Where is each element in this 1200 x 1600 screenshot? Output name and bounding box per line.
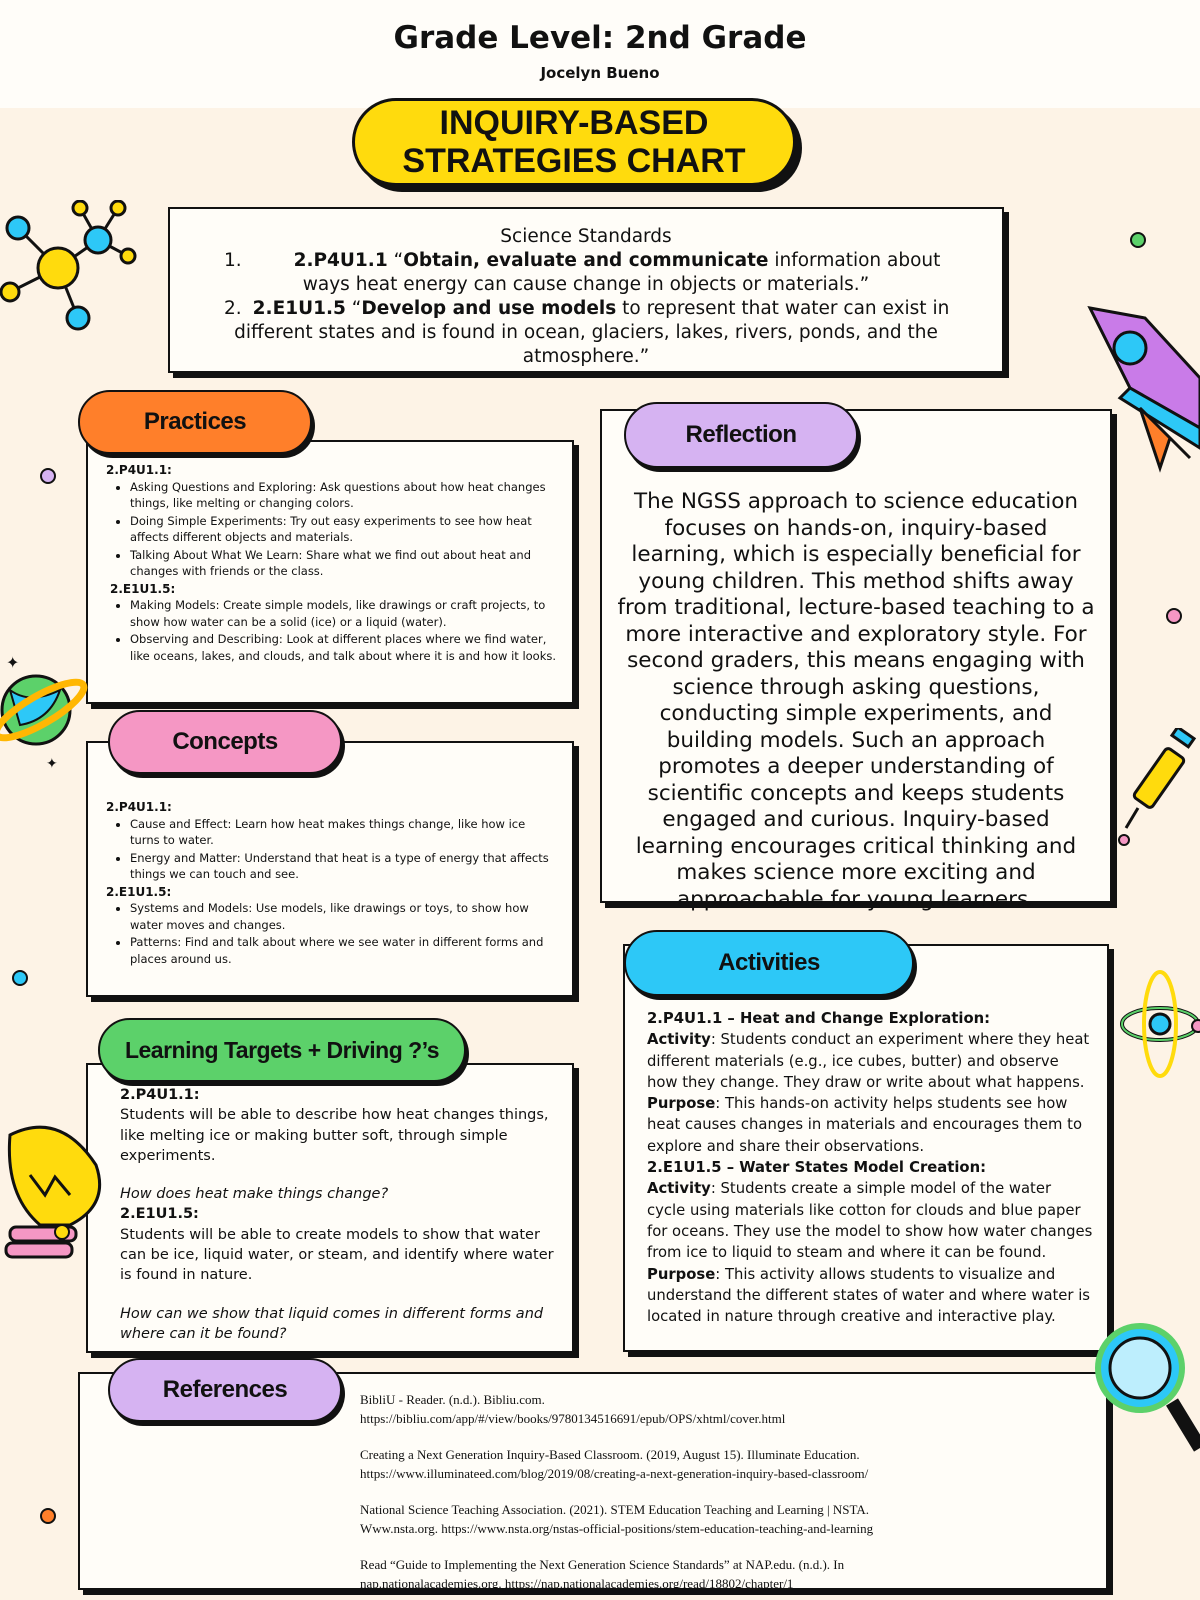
learning-targets-box (86, 1063, 574, 1353)
dot-decoration (52, 1222, 72, 1242)
activity-heading-1: 2.P4U1.1 – Heat and Change Exploration: (647, 1010, 991, 1027)
science-standards-box (168, 207, 1004, 373)
reflection-label: Reflection (624, 402, 858, 468)
concepts-box (86, 741, 574, 997)
list-item: • Doing Simple Experiments: Try out easy experiments to see how heat affects different objects and materials. (130, 513, 558, 546)
reflection-box (600, 409, 1112, 912)
syringe-icon (1118, 728, 1200, 850)
activities-box (623, 944, 1109, 1352)
magnifying-glass-icon (1088, 1318, 1200, 1460)
concepts-list-2 (130, 900, 558, 967)
practices-list-1 (130, 479, 558, 580)
grade-level-heading: Grade Level: 2nd Grade (393, 20, 807, 56)
activity-paragraph-2: Activity: Students create a simple model of the water cycle using materials like cotton for clouds and blue paper for oceans. They use the model to show how water changes from ice to liquid to steam and where it can be found. (647, 1180, 1093, 1262)
dot-decoration (1128, 230, 1148, 250)
standard-text: information about ways heat energy can cause change in objects or materials.” (302, 250, 941, 295)
lt-code-2: 2.E1U1.5: (120, 1206, 199, 1223)
list-item: • Asking Questions and Exploring: Ask questions about how heat changes things, like melting or changing colors. (130, 479, 558, 512)
concepts-label: Concepts (108, 710, 342, 774)
lt-question-2: How can we show that liquid comes in different forms and where can it be found? (120, 1305, 544, 1342)
atom-icon (1116, 966, 1200, 1082)
standard-bold-text: Obtain, evaluate and communicate (403, 250, 769, 271)
lt-question-1: How does heat make things change? (120, 1186, 389, 1203)
learning-targets-label: Learning Targets + Driving ?’s (98, 1018, 466, 1082)
standards-heading: Science Standards (500, 226, 672, 247)
purpose-paragraph-1: Purpose: This hands-on activity helps students see how heat causes changes in materials and encourages them to explore and share their observations. (647, 1095, 1082, 1155)
practices-box (86, 440, 574, 704)
concepts-code-1: 2.P4U1.1: (106, 800, 172, 814)
purpose-paragraph-2: Purpose: This activity allows students to visualize and understand the different states of water and where water is located in nature through creative and interactive play. (647, 1265, 1091, 1326)
list-item: • Patterns: Find and talk about where we see water in different forms and places around us. (130, 934, 558, 967)
standard-item-2: 2. 2.E1U1.5 “Develop and use models to represent that water can exist in different states and is found in ocean, glaciers, lakes, rivers, ponds, and the atmosphere.” (224, 298, 950, 367)
planet-icon (0, 650, 90, 770)
activity-heading-2: 2.E1U1.5 – Water States Model Creation: (647, 1159, 987, 1177)
list-item: • Energy and Matter: Understand that heat is a type of energy that affects things we can touch and see. (130, 850, 558, 883)
dot-decoration (1164, 606, 1184, 626)
reference-item: Read “Guide to Implementing the Next Generation Science Standards” at NAP.edu. (n.d.). In nap.nationalacademies.org. https://nap.nationalacademies.org/read/18802/chapter/1 (360, 1557, 845, 1591)
standard-text: to represent that water can exist in different states and is found in ocean, glaciers, lakes, rivers, ponds, and the atmosphere.” (234, 298, 950, 367)
list-item: • Observing and Describing: Look at different places where we find water, like oceans, lakes, and clouds, and talk about where it is and how it looks. (130, 631, 558, 664)
standard-number: 1. (224, 250, 242, 271)
rocket-icon (1070, 298, 1200, 478)
activity-paragraph-1: Activity: Students conduct an experiment where they heat different materials (e.g., ice cubes, butter) and observe how they change. They draw or write about what happens. (647, 1031, 1090, 1091)
standard-bold-text: Develop and use models (361, 298, 617, 319)
concepts-list-1 (130, 816, 558, 883)
dot-decoration (38, 466, 58, 486)
lt-text-2: Students will be able to create models to show that water can be ice, liquid water, or steam, and identify where water is found in nature. (120, 1226, 554, 1284)
list-item: • Making Models: Create simple models, like drawings or craft projects, to show how water can be a solid (ice) or a liquid (water). (130, 597, 558, 630)
chart-title-line-1: INQUIRY-BASED (439, 104, 709, 142)
reflection-text: The NGSS approach to science education focuses on hands-on, inquiry-based learning, which is especially beneficial for young children. This method shifts away from traditional, lecture-based teaching to a more interactive and exploratory style. For second graders, this means engaging with science through asking questions, conducting simple experiments, and building models. Such an approach promotes a deeper understanding of scientific concepts and keeps students engaged and curious. Inquiry-based learning encourages critical thinking and makes science more exciting and approachable for young learners. (617, 489, 1095, 912)
list-item: • Systems and Models: Use models, like drawings or toys, to show how water moves and changes. (130, 900, 558, 933)
practices-code-2: 2.E1U1.5: (110, 581, 176, 596)
dot-decoration (10, 968, 30, 988)
svg-text:✦: ✦ (6, 653, 20, 672)
reference-item: BibliU - Reader. (n.d.). Bibliu.com. https://bibliu.com/app/#/view/books/9780134516691/epub/OPS/xhtml/cover.html (360, 1392, 786, 1426)
dot-decoration (38, 1506, 58, 1526)
list-item: • Talking About What We Learn: Share what we find out about heat and changes with friends or the class. (130, 547, 558, 580)
chart-title (352, 98, 796, 186)
standard-code: 2.P4U1.1 (293, 250, 388, 271)
svg-text:✦: ✦ (46, 756, 58, 770)
lightbulb-icon (0, 1115, 110, 1275)
concepts-code-2: 2.E1U1.5: (106, 884, 172, 899)
practices-list-2 (130, 597, 558, 664)
standard-code: 2.E1U1.5 (252, 298, 346, 319)
lt-code-1: 2.P4U1.1: (120, 1087, 200, 1103)
standard-item-1: 1. 2.P4U1.1 “Obtain, evaluate and communicate information about ways heat energy can cause change in objects or materials.” (224, 250, 941, 295)
lt-text-1: Students will be able to describe how heat changes things, like melting ice or making butter soft, through simple experiments. (120, 1107, 549, 1164)
reference-item: Creating a Next Generation Inquiry-Based Classroom. (2019, August 15). Illuminate Education. https://www.illuminateed.com/blog/2019/08/creating-a-next-generation-inquiry-based-classroom/ (360, 1447, 869, 1481)
practices-code-1: 2.P4U1.1: (106, 463, 172, 477)
chart-title-line-2: STRATEGIES CHART (402, 142, 746, 180)
list-item: • Cause and Effect: Learn how heat makes things change, like how ice turns to water. (130, 816, 558, 849)
reference-item: National Science Teaching Association. (2021). STEM Education Teaching and Learning | NSTA. Www.nsta.org. https://www.nsta.org/nstas-official-positions/stem-education-teaching-and-learning (360, 1502, 874, 1536)
practices-label: Practices (78, 390, 312, 454)
standard-number: 2. (224, 298, 242, 319)
molecule-icon (0, 200, 140, 340)
references-label: References (108, 1358, 342, 1422)
author-name: Jocelyn Bueno (540, 64, 660, 82)
activities-label: Activities (624, 930, 914, 996)
